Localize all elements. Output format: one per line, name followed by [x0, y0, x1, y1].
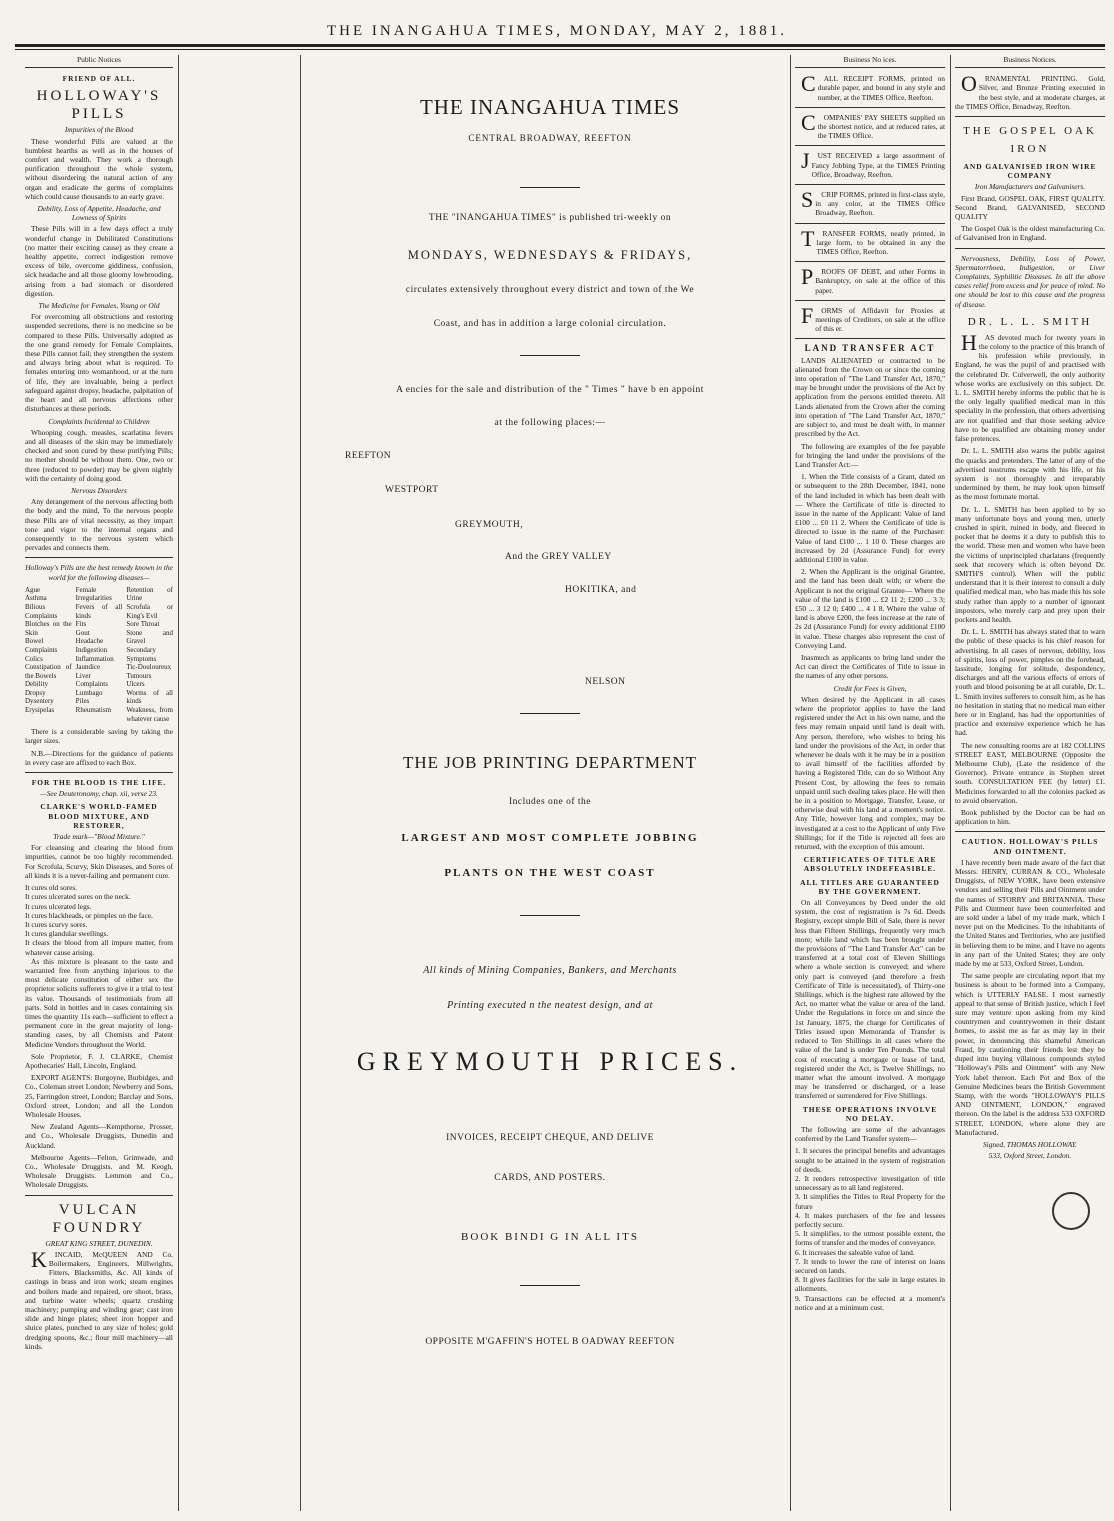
ad-title: HOLLOWAY'S PILLS [36, 88, 162, 123]
separator [795, 223, 945, 224]
disease-item: Erysipelas [25, 706, 55, 715]
ad-paragraph: N.B.—Directions for the guidance of patients in every case are affixed to each Box. [25, 748, 173, 767]
ad-paragraph: The new consulting rooms are at 182 COLLINS STREET EAST, MELBOURNE (Opposite the Melbourne Club), (Late the residence of the Governor). Private entrance in Stephen street south. CONSULTATION FEE (by letter) £1. Medicines forwarded to all the colonies packed as to avoid observation. [955, 740, 1105, 805]
ad-title: ALL TITLES ARE GUARANTEED BY THE GOVERNMENT. [800, 877, 940, 896]
ad-line: at the following places:— [494, 418, 606, 428]
separator [795, 107, 945, 108]
ad-title: CAUTION. HOLLOWAY'S PILLS AND OINTMENT. [961, 837, 1099, 856]
disease-item: Retention of Urine [126, 585, 173, 603]
place-item: And the GREY VALLEY [505, 552, 612, 562]
separator [795, 184, 945, 185]
ad-paragraph: Inasmuch as applicants to bring land under the Act can direct the Certificates of Title to issue in the names of any other persons. [795, 652, 945, 681]
ad-paragraph: The following are some of the advantages conferred by the Land Transfer system— [795, 1124, 945, 1144]
disease-item: Scrofula or King's Evil [126, 602, 173, 620]
disease-item: Blotches on the Skin [25, 620, 72, 637]
advantage-item: 9. Transactions can be effected at a moment's notice and at a minimum cost. [795, 1293, 945, 1312]
ad-heading: FRIEND OF ALL. [62, 74, 136, 84]
disease-item: Dysentery [25, 697, 54, 706]
ad-paragraph: 2. When the Applicant is the original Grantee, and the land has been dealt with; or where the Applicant is not the original Grantee— Where the value of the land is £100 ... £2 11 2; £200 ... 3 3; £50 ... 3 12 0; £400 ... 4 1 8. Where the value of land is above £200, the fees increase at the rate of 2s 2d (Assurance Fund) for every additional £100 in value. These charges also represent the cost of Conveying Land. [795, 567, 945, 650]
ad-paragraph: Sole Proprietor, F. J. CLARKE, Chemist Apothecaries' Hall, Lincoln, England. [25, 1051, 173, 1070]
place-item: NELSON [585, 677, 626, 687]
disease-item: Worms of all kinds [126, 688, 173, 706]
ad-title: DR. L. L. SMITH [967, 315, 1093, 328]
ad-line: INVOICES, RECEIPT CHEQUE, AND DELIVE [446, 1133, 654, 1143]
ad-paragraph: Dr. L. L. SMITH has always stated that to warn the public of these quacks is his chief reason for advertising. In all cases of nervous, debility, loss of spirits, loss of power, pimples on the forehead, lassitude, longing for solitude, despondency, discharges and all the various effects of errors of youth and blood poisoning be at all curable, Dr. L. L. Smith invites sufferers to consult him, as he has no hesitation in stating that no medical man either here or in England, has had the opportunities of practice and extensive experience which he has had. [955, 627, 1105, 738]
ad-paragraph: First Brand, GOSPEL OAK, FIRST QUALITY. Second Brand, GALVANISED, SECOND QUALITY [955, 193, 1105, 222]
cure-list [25, 883, 173, 957]
disease-item: Colics [25, 654, 43, 663]
ad-subheading: The Medicine for Females, Young or Old [38, 301, 160, 311]
place-item: GREYMOUTH, [455, 520, 524, 530]
separator [795, 261, 945, 262]
seal-stamp [1052, 1192, 1090, 1230]
disease-item: Piles [75, 697, 90, 706]
ad-paragraph: On all Conveyances by Deed under the old system, the cost of registration is 7s 6d. Deeds Registry, except simple Bill of Sale, there is never less than Fifteen Shillings, frequently very much more; while land which has been brought under the provisions of "The Land Transfer Act" can be transferred at a total cost of Eleven Shillings where a whole section is conveyed; and where only part is conveyed (and therefore a fresh Certificate of Title is necessitated), of Thirty-one Shillings, which is the highest rate allowed by the Act, no matter what the value or area of the land. Under the Regulations in force on and since the 1st January, 1875, the charge for Certificates of Titles issued upon Memoranda of Transfer is reduced to Ten Shillings in all cases where the value of the land is under Ten Pounds. The total cost of executing a mortgage or lease of land, registered under the Act, is Twelve Shillings, no matter what the amount involved. A mortgage may be transferred or discharged, or a lease transferred or surrendered for Five Shillings. [795, 898, 945, 1101]
ad-subheading: 533, Oxford Street, London. [988, 1151, 1072, 1161]
ad-paragraph: These wonderful Pills are valued at the humblest hearths as well as in the houses of comfort and wealth. They work a thorough purification throughout the whole system, without disordering the natural action of any organ and eradicate the germs of complaints which could cause thousands to an early grave. [25, 136, 173, 201]
disease-item: Fits [75, 620, 87, 629]
cure-item: It clears the blood from all impure matter, from whatever cause arising. [25, 938, 173, 957]
ad-paragraph: 1. When the Title consists of a Grant, dated on or subsequent to the 28th December, 1841, none of the land included in which has been dealt with— Where the Certificate of title is directed to issue in the name of the Applicant: Value of land £100 ... £0 11 2. Where the Certificate of title is directed to issue in the name of the Purchaser: Value of land £100 ... 1 10 0. These charges are increased by 2d (Assurance Fund) for every additional £100 in value. [795, 472, 945, 564]
place-item: REEFTON [345, 451, 392, 461]
disease-item: Sore Throat [126, 620, 160, 629]
disease-item: Asthma [25, 594, 47, 603]
column-divider [790, 55, 791, 1511]
advantage-item: 8. It gives facilities for the sale in large estates in allotments. [795, 1275, 945, 1294]
ad-title: THESE OPERATIONS INVOLVE NO DELAY. [802, 1104, 938, 1123]
separator [955, 248, 1105, 249]
ad-subheading: —See Deuteronomy, chap. xii, verse 23. [40, 789, 158, 799]
ad-paragraph: The same people are circulating report that my business is about to be formed into a Company, which is UTTERLY FALSE. I most earnestly appeal to that sense of British justice, which I feel sure may venture upon asking from my kind countrymen and countrywomen in their distant homes, to assist me as far as may lay in their power, in denouncing this shameful American Fraud, by cautioning their friends lest they be duped into buying villainous compounds styled "Holloway's Pills and Ointment" with any New York label thereon. Each Pot and Box of the Genuine Medicines bears the British Government Stamp, with the words "HOLLOWAY'S PILLS AND OINTMENT, LONDON," engraved thereon. On the label is the address 533 OXFORD STREET, LONDON, where alone they are Manufactured. [955, 971, 1105, 1137]
cure-item: It cures scurvy sores. [25, 919, 88, 929]
ad-paragraph: LANDS ALIENATED or contracted to be alienated from the Crown on or since the coming into operation of "The Land Transfer Act, 1870," may be brought under the provisions of the Act by application from the persons entitled thereto. All Lands alienated from the Crown after the coming into operation of "The Land Transfer Act, 1870," are subject to, and must be dealt with, in manner prescribed by the Act. [795, 355, 945, 439]
column-divider [178, 55, 179, 1511]
advantage-item: 6. It increases the saleable value of land. [795, 1247, 915, 1257]
cure-item: It cures ulcerated sores on the neck. [25, 892, 131, 902]
advantages-list [795, 1146, 945, 1312]
disease-item: Inflammation [75, 654, 114, 663]
disease-list [25, 586, 173, 724]
job-department-heading: THE JOB PRINTING DEPARTMENT [402, 753, 698, 772]
place-item: HOKITIKA, and [565, 585, 637, 595]
disease-item: Liver Complaints [75, 671, 108, 689]
ad-paragraph: ORNAMENTAL PRINTING. Gold, Silver, and Bronze Printing executed in the best style, and at moderate charges, at the TIMES Office, Broadway, Reefton. [955, 71, 1105, 111]
ad-paragraph: HAS devoted much for twenty years in the colony to the practice of this branch of his profession while previously, in England, he was the pupil of and practised with the celebrated Dr. Culverwell, the only authority whose works are exclusively on this subject. Dr. L. L. SMITH hereby informs the public that he is the only legally qualified medical man in this speciality in the profession, that others advertising are not qualified and that those seeking advice have to be qualified are obtaining money under false pretences. [955, 329, 1105, 444]
ad-subheading: GREAT KING STREET, DUNEDIN. [45, 1238, 153, 1248]
cure-item: It cures old sores. [25, 883, 78, 893]
ad-paragraph: The following are examples of the fee payable for bringing the land under the provisions of the Land Transfer Act:— [795, 441, 945, 469]
ad-line: CARDS, AND POSTERS. [494, 1173, 606, 1183]
disease-item: Bowel Complaints [25, 637, 58, 654]
ad-title: LAND TRANSFER ACT [804, 343, 936, 354]
disease-item: Gout [75, 628, 90, 637]
ad-paragraph: JUST RECEIVED a large assortment of Fancy Jobbing Type, at the TIMES Printing Office, Broadway, Reefton. [801, 148, 945, 179]
ad-subheading: Debility, Loss of Appetite, Headache, and Lowness of Spirits [37, 204, 161, 223]
ad-paragraph: I have recently been made aware of the fact that Messrs. HENRY, CURRAN & CO., Wholesale Druggists, of NEW YORK, have been extensive vendors and selling their Pills and Ointment under the names of STORRY and BRITANNIA. These Pills and Ointment have been counterfeited and are sold under a label of my trade mark, which I never put on the Medicines. To the inhabitants of the United States and Territories, who are justified in believing them to be mine, and I have no agents in any part of the United States; they are only made by me at 533, Oxford Street, London. [955, 857, 1105, 969]
disease-item: Stone and Gravel [126, 628, 173, 646]
disease-item: Tic-Douloureux [126, 663, 172, 672]
advantage-item: 5. It simplifies, to the utmost possible extent, the forms of transfer and the modes of conveyance. [795, 1229, 945, 1248]
column-divider [950, 55, 951, 1511]
ad-paragraph: These Pills will in a few days effect a truly wonderful change in Debilitated Constitutions (no matter their exciting cause) as they create a healthy appetite, correct indigestion remove excess of bile, overcome giddiness, confusion, sick headache and all those gloomy lowbrooding, arising from a bad stomach or disordered digestion. [25, 224, 173, 298]
ad-subheading: Nervous Disorders [71, 485, 127, 495]
ad-line: BOOK BINDI G IN ALL ITS [461, 1231, 639, 1243]
advantage-item: 2. It renders retrospective investigation of title unnecessary as to all land registered. [795, 1173, 945, 1193]
paper-address: CENTRAL BROADWAY, REEFTON [468, 133, 632, 143]
ad-line: Includes one of the [508, 797, 592, 807]
ad-paragraph: Book published by the Doctor can be had on application to him. [955, 808, 1105, 827]
ad-title: THE GOSPEL OAK IRON [963, 125, 1097, 156]
ad-paragraph: Melbourne Agents—Felton, Grimwade, and Co., Wholesale Druggists. and M. Keogh, Wholesale Druggists. Lemmon and Co., Wholesale Druggists. [25, 1152, 173, 1190]
public-notices-column [25, 55, 173, 1511]
ad-title: FOR THE BLOOD IS THE LIFE. [31, 778, 167, 788]
business-notices-column-right [955, 55, 1105, 1511]
advantage-item: 1. It secures the principal benefits and advantages sought to be attained in the system of registration of deeds. [795, 1146, 945, 1174]
ad-paragraph: The Gospel Oak is the oldest manufacturing Co. of Galvanised Iron in England. [955, 224, 1105, 243]
disease-item: Weakness, from whatever cause [126, 706, 173, 723]
disease-item: Ulcers [126, 680, 145, 689]
ad-subheading: Credit for Fees is Given, [833, 683, 907, 693]
ad-line: All kinds of Mining Companies, Bankers, and Merchants [423, 965, 677, 976]
ad-paragraph: As this mixture is pleasant to the taste and warranted free from anything injurious to the most delicate constitution of either sex the proprietor solicits sufferers to give it a trial to test its value. Thousands of testimonials from all parts. Sold in bottles and in cases containing six times the quantity 11s each—sufficient to effect a permanent cure in the great majority of long-standing cases, by all Chemists and Patent Medicine Vendors throughout the World. [25, 956, 173, 1049]
ad-subheading: Holloway's Pills are the best remedy known in the world for the following diseases— [25, 563, 173, 582]
ad-line: Printing executed n the neatest design, and at [447, 1000, 653, 1011]
disease-item: Bilious Complaints [25, 602, 58, 620]
cure-item: It cures blackheads, or pimples on the face. [25, 910, 153, 920]
business-notices-column [795, 55, 945, 1511]
disease-item: Rheumatism [75, 706, 112, 715]
separator [25, 772, 173, 773]
cure-item: It cures glandular swellings. [25, 929, 109, 939]
ad-paragraph: Dr. L. L. SMITH also warns the public against the quacks and pretenders. The latter of any of the advertised nostrums escape with his life, or his system is not thoroughly and irreparably undermined by them, he may look upon himself as the most fortunate mortal. [955, 446, 1105, 502]
separator [795, 338, 945, 339]
ad-paragraph: There is a considerable saving by taking the larger sizes. [25, 727, 173, 746]
ad-paragraph: PROOFS OF DEBT, and other Forms in Bankruptcy, on sale at the office of this paper. [801, 264, 945, 295]
disease-item: Debility [25, 680, 48, 689]
column-header: Business Notices. [955, 55, 1105, 68]
ad-paragraph: FORMS of Affidavit for Proxies at meetings of Creditors, on sale at the office of this er. [801, 302, 945, 334]
separator [25, 1195, 173, 1196]
ad-paragraph: Whooping cough, measles, scarlatina fevers and all diseases of the skin may be immediately checked and soon cured by these purifying Pills; no mother should be without them. One, two or three (reduced to powder) may be given nightly with the certainty of doing good. [25, 427, 173, 483]
masthead-rule-thick [15, 44, 1105, 47]
column-divider [300, 55, 301, 1511]
advantage-item: 7. It tends to lower the rate of interest on loans secured on lands. [795, 1256, 945, 1275]
ad-paragraph: KINCAID, McQUEEN AND Co. Boilermakers, Engineers, Millwrights, Fitters, Blacksmiths, &c. All kinds of castings in brass and iron work; steam engines and boilers made and repaired, ore shoot, brass, and turbine water wheels; quartz crushing machinery; pumping and winding gear; cast iron slide and hinge plates; sheet iron hopper and sluice plates, punched to any size of holes; gold dredging spoons, &c.; flour mill machinery—all kinds. [25, 1246, 173, 1351]
ad-paragraph: Any derangement of the nervous affecting both the body and the mind, To the nervous people these Pills are of vital necessity, as they impart tone and vigor to the internal organs and consequently to the nervous system which pervades and connects them. [25, 497, 173, 553]
disease-item: Indigestion [75, 645, 108, 654]
masthead-rule-thin [15, 49, 1105, 50]
ad-subheading: Signed, THOMAS HOLLOWAY. [982, 1139, 1078, 1149]
ad-title: CERTIFICATES OF TITLE ARE ABSOLUTELY INDEFEASIBLE. [803, 855, 937, 874]
ad-paragraph: Nervousness, Debility, Loss of Power, Spermatorrhoea, Indigestion, or Liver Complaints, Syphilitic Diseases. In all the above cases relief from excess and for peace of mind. No one should be lost to this cause and the progress of disease. [955, 253, 1105, 309]
column-header: Public Notices [25, 55, 173, 68]
column-header: Business No ices. [795, 55, 945, 68]
ad-line: Coast, and has in addition a large colonial circulation. [433, 319, 667, 329]
disease-item: Ague [25, 585, 41, 594]
disease-item: Constipation of the Bowels [25, 663, 72, 680]
ad-paragraph: For overcoming all obstructions and restoring suspended secretions, there is no medicine so be compared to these Pills. Universally adopted as the one grand remedy for Female Complaints, these Pills cannot fail; they strengthen the system and always bring about what is required. To females entering into womanhood, or at the turn of life, they are invaluable, being a perfect safeguard against dropsy, headache, palpitation of the heart and all nervous affections other disturbances at these periods. [25, 312, 173, 414]
ornament-rule [520, 355, 580, 356]
separator [955, 831, 1105, 832]
paper-title: THE INANGAHUA TIMES [419, 95, 681, 119]
ad-line: OPPOSITE M'GAFFIN'S HOTEL B OADWAY REEFTON [425, 1337, 675, 1347]
cure-item: It cures ulcerated legs. [25, 901, 92, 911]
ad-paragraph: COMPANIES' PAY SHEETS supplied on the shortest notice, and at reduced rates, at the TIMES Office. [801, 109, 945, 141]
ad-subheading: Iron Manufacturers and Galvanisers. [974, 182, 1086, 192]
ad-title: AND GALVANISED IRON WIRE COMPANY [963, 162, 1097, 181]
times-advertisement [320, 55, 780, 1511]
ad-paragraph: EXPORT AGENTS: Burgoyne, Burbidges, and Co., Coleman street London; Newberry and Sons, 25, Farringdon street, London; Barclay and Sons, Oxford street, London; and all the London Wholesale Houses. [25, 1073, 173, 1119]
ad-paragraph: When desired by the Applicant in all cases where the proprietor applies to have the land registered under the Act in his own name, and the fees may remain unpaid until land is dealt with. Any person, therefore, who wishes to bring his land under the provisions of the Act, in order that whenever he deals with it he may be in a position to avail himself of the facilities afforded by having a Registered Title, can do so Without Any Present Cost, by allowing the fees to remain unpaid until such dealing takes place. He will then be in a position to Mortgage, Transfer, Lease, or otherwise deal with his land at a moment's notice. Any Title, however long and complex, may be investigated at a cost to the Applicant of only Five Shillings; for if the Title is rejected all fees are returned, with the exception of this amount. [795, 694, 945, 852]
ad-paragraph: CALL RECEIPT FORMS, printed on durable paper, and bound in any style and number, at the TIMES Office, Reefton. [801, 71, 945, 102]
place-item: WESTPORT [385, 485, 439, 495]
ornament-rule [520, 187, 580, 188]
ad-paragraph: For cleansing and clearing the blood from impurities, cannot be too highly recommended. For Scrofula, Scurvy, Skin Diseases, and Sores of all kinds it is a never-failing and permanent cure. [25, 843, 173, 880]
ad-line: MONDAYS, WEDNESDAYS & FRIDAYS, [407, 248, 693, 262]
ad-title: VULCAN FOUNDRY [52, 1201, 146, 1236]
disease-item: Lumbago [75, 688, 103, 697]
advantage-item: 4. It makes purchasers of the fee and lessees perfectly secure. [795, 1210, 945, 1229]
ad-line: circulates extensively throughout every district and town of the We [405, 285, 695, 295]
disease-item: Jaundice [75, 663, 101, 672]
advantage-item: 3. It simplifies the Titles to Real Property for the future [795, 1192, 945, 1211]
separator [955, 116, 1105, 117]
ad-line: LARGEST AND MOST COMPLETE JOBBING [401, 832, 699, 844]
ad-subheading: Complaints Incidental to Children [48, 416, 150, 426]
greymouth-prices-heading: GREYMOUTH PRICES. [356, 1047, 744, 1076]
disease-item: Secondary Symptoms [126, 645, 157, 663]
ornament-rule [520, 915, 580, 916]
masthead: THE INANGAHUA TIMES, MONDAY, MAY 2, 1881. [327, 23, 787, 39]
disease-item: Tumours [126, 671, 152, 680]
ornament-rule [520, 713, 580, 714]
separator [795, 145, 945, 146]
disease-item: Female Irregularities [75, 585, 112, 603]
ad-line: THE "INANGAHUA TIMES" is published tri-weekly on [428, 213, 672, 223]
ad-line: PLANTS ON THE WEST COAST [444, 867, 656, 879]
ad-title: CLARKE'S WORLD-FAMED BLOOD MIXTURE, AND RESTORER, [40, 802, 158, 830]
disease-item: Fevers of all kinds [75, 602, 123, 620]
disease-item: Headache [75, 637, 104, 646]
disease-item: Dropsy [25, 688, 46, 697]
ad-line: A encies for the sale and distribution of the " Times " have b en appoint [396, 385, 704, 395]
ad-paragraph: TRANSFER FORMS, neatly printed, in large form, to be obtained in any the TIMES Office, Reefton. [801, 225, 945, 257]
ad-subheading: Impurities of the Blood [64, 125, 134, 135]
ad-paragraph: New Zealand Agents—Kempthorne, Prosser, and Co., Wholesale Druggists, Dunedin and Auckland. [25, 1122, 173, 1150]
ad-subheading: Trade mark—"Blood Mixture." [53, 832, 145, 842]
separator [795, 300, 945, 301]
ad-paragraph: SCRIP FORMS, printed in first-class style, in any color, at the TIMES Office Broadway, Reefton. [801, 187, 945, 218]
ornament-rule [520, 1285, 580, 1286]
separator [25, 557, 173, 558]
ad-paragraph: Dr. L. L. SMITH has been applied to by so many unfortunate boys and young men, utterly crushed in spirit, ruined in body, and fleeced in pocket that he deems it a duty to publish this to the world. These men and women who have been the victims of unprincipled charlatans (frequently seek that recovery which is often beyond Dr. SMITH'S control). When will the public understand that it is their interest to consult a duly qualified medical man, who has made this his sole study rather than apply to a number of ignorant impostors, who merely carp and prey upon their pockets and health. [955, 504, 1105, 624]
